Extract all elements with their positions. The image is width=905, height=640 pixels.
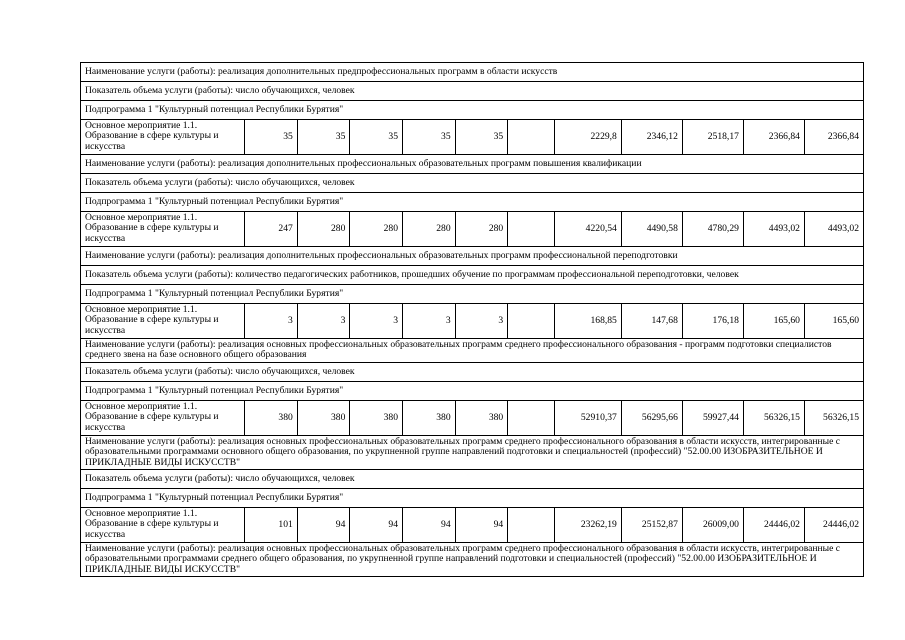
value-cell: 280 <box>350 212 403 247</box>
volume-indicator: Показатель объема услуги (работы): количество педагогических работников, прошедших обучение по программам профессиональной переподготовки, человек <box>81 266 864 285</box>
table-row <box>81 304 864 339</box>
subprogram-title-row <box>81 381 864 400</box>
volume-indicator-row <box>81 174 864 193</box>
value-cell: 4780,29 <box>682 212 743 247</box>
subprogram-title-row <box>81 285 864 304</box>
value-cell: 2346,12 <box>621 120 682 155</box>
table-row <box>81 400 864 435</box>
activity-name: Основное мероприятие 1.1. Образование в сфере культуры и искусства <box>81 212 245 247</box>
value-cell: 94 <box>297 508 350 543</box>
value-cell <box>508 508 554 543</box>
volume-indicator-row <box>81 362 864 381</box>
value-cell: 35 <box>245 120 298 155</box>
value-cell <box>508 304 554 339</box>
subprogram-title-row <box>81 489 864 508</box>
value-cell: 280 <box>297 212 350 247</box>
value-cell: 35 <box>350 120 403 155</box>
activity-name: Основное мероприятие 1.1. Образование в сфере культуры и искусства <box>81 304 245 339</box>
value-cell: 3 <box>403 304 456 339</box>
service-name-row <box>81 435 864 469</box>
activity-name: Основное мероприятие 1.1. Образование в сфере культуры и искусства <box>81 120 245 155</box>
service-volume-table <box>80 62 864 577</box>
value-cell: 2518,17 <box>682 120 743 155</box>
value-cell <box>508 212 554 247</box>
value-cell: 380 <box>350 400 403 435</box>
value-cell: 2229,8 <box>554 120 621 155</box>
value-cell: 2366,84 <box>743 120 804 155</box>
value-cell: 25152,87 <box>621 508 682 543</box>
value-cell: 3 <box>350 304 403 339</box>
service-name-row <box>81 63 864 82</box>
service-name-row <box>81 247 864 266</box>
service-name: Наименование услуги (работы): реализация дополнительных предпрофессиональных программ в области искусств <box>81 63 864 82</box>
value-cell: 101 <box>245 508 298 543</box>
subprogram-title: Подпрограмма 1 "Культурный потенциал Республики Бурятия" <box>81 381 864 400</box>
value-cell: 380 <box>245 400 298 435</box>
service-name-row <box>81 339 864 363</box>
service-name: Наименование услуги (работы): реализация основных профессиональных образовательных программ среднего профессионального образования - программ подготовки специалистов среднего звена на базе основного общего образования <box>81 339 864 363</box>
activity-name: Основное мероприятие 1.1. Образование в сфере культуры и искусства <box>81 508 245 543</box>
volume-indicator: Показатель объема услуги (работы): число обучающихся, человек <box>81 470 864 489</box>
value-cell: 3 <box>455 304 508 339</box>
volume-indicator-row <box>81 470 864 489</box>
value-cell: 24446,02 <box>743 508 804 543</box>
value-cell: 23262,19 <box>554 508 621 543</box>
value-cell: 56295,66 <box>621 400 682 435</box>
value-cell: 168,85 <box>554 304 621 339</box>
subprogram-title: Подпрограмма 1 "Культурный потенциал Республики Бурятия" <box>81 285 864 304</box>
value-cell: 4220,54 <box>554 212 621 247</box>
volume-indicator-row <box>81 266 864 285</box>
value-cell <box>508 400 554 435</box>
service-name: Наименование услуги (работы): реализация дополнительных профессиональных образовательных программ повышения квалификации <box>81 155 864 174</box>
value-cell: 94 <box>350 508 403 543</box>
subprogram-title: Подпрограмма 1 "Культурный потенциал Республики Бурятия" <box>81 193 864 212</box>
value-cell: 380 <box>455 400 508 435</box>
subprogram-title-row <box>81 101 864 120</box>
subprogram-title: Подпрограмма 1 "Культурный потенциал Республики Бурятия" <box>81 489 864 508</box>
table-row <box>81 212 864 247</box>
value-cell: 2366,84 <box>804 120 863 155</box>
value-cell: 3 <box>297 304 350 339</box>
value-cell: 380 <box>403 400 456 435</box>
volume-indicator-row <box>81 82 864 101</box>
table-row <box>81 120 864 155</box>
value-cell: 52910,37 <box>554 400 621 435</box>
value-cell: 280 <box>455 212 508 247</box>
value-cell: 165,60 <box>804 304 863 339</box>
table-body <box>81 63 864 577</box>
service-name-row <box>81 543 864 577</box>
value-cell: 94 <box>403 508 456 543</box>
value-cell: 26009,00 <box>682 508 743 543</box>
value-cell: 247 <box>245 212 298 247</box>
value-cell <box>508 120 554 155</box>
value-cell: 56326,15 <box>804 400 863 435</box>
value-cell: 35 <box>403 120 456 155</box>
volume-indicator: Показатель объема услуги (работы): число обучающихся, человек <box>81 362 864 381</box>
volume-indicator: Показатель объема услуги (работы): число обучающихся, человек <box>81 82 864 101</box>
value-cell: 147,68 <box>621 304 682 339</box>
subprogram-title: Подпрограмма 1 "Культурный потенциал Республики Бурятия" <box>81 101 864 120</box>
value-cell: 56326,15 <box>743 400 804 435</box>
value-cell: 4493,02 <box>743 212 804 247</box>
value-cell: 165,60 <box>743 304 804 339</box>
table-row <box>81 508 864 543</box>
value-cell: 94 <box>455 508 508 543</box>
value-cell: 4490,58 <box>621 212 682 247</box>
value-cell: 4493,02 <box>804 212 863 247</box>
value-cell: 59927,44 <box>682 400 743 435</box>
service-name: Наименование услуги (работы): реализация дополнительных профессиональных образовательных программ профессиональной переподготовки <box>81 247 864 266</box>
value-cell: 24446,02 <box>804 508 863 543</box>
value-cell: 176,18 <box>682 304 743 339</box>
value-cell: 3 <box>245 304 298 339</box>
service-name: Наименование услуги (работы): реализация основных профессиональных образовательных программ среднего профессионального образования в области искусств, интегрированные с образовательными программами основного общего образования, по укрупненной группе направлений подготовки и специальностей (профессий) "52.00.00 ИЗОБРАЗИТЕЛЬНОЕ И ПРИКЛАДНЫЕ ВИДЫ ИСКУССТВ" <box>81 435 864 469</box>
volume-indicator: Показатель объема услуги (работы): число обучающихся, человек <box>81 174 864 193</box>
activity-name: Основное мероприятие 1.1. Образование в сфере культуры и искусства <box>81 400 245 435</box>
value-cell: 380 <box>297 400 350 435</box>
service-name-row <box>81 155 864 174</box>
service-name: Наименование услуги (работы): реализация основных профессиональных образовательных программ среднего профессионального образования в области искусств, интегрированные с образовательными программами среднего общего образования, по укрупненной группе направлений подготовки и специальностей (профессий) "52.00.00 ИЗОБРАЗИТЕЛЬНОЕ И ПРИКЛАДНЫЕ ВИДЫ ИСКУССТВ" <box>81 543 864 577</box>
value-cell: 35 <box>297 120 350 155</box>
subprogram-title-row <box>81 193 864 212</box>
value-cell: 35 <box>455 120 508 155</box>
value-cell: 280 <box>403 212 456 247</box>
